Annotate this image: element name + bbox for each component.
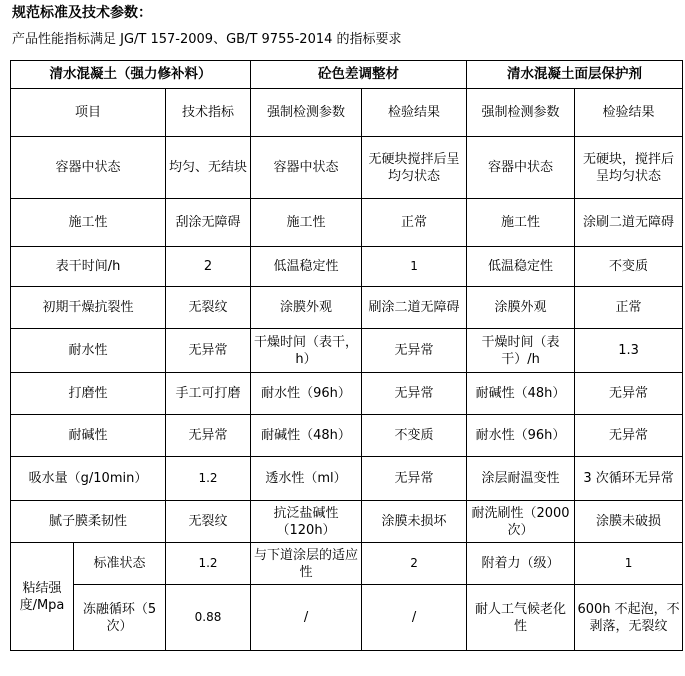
column-header: 强制检测参数: [467, 89, 575, 137]
cell: 附着力（级）: [467, 543, 575, 585]
cell: 正常: [362, 199, 467, 247]
cell: 透水性（ml）: [251, 457, 362, 501]
cell: 施工性: [11, 199, 166, 247]
cell: 施工性: [467, 199, 575, 247]
cell: 2: [362, 543, 467, 585]
cell: 初期干燥抗裂性: [11, 287, 166, 329]
cell: 2: [166, 247, 251, 287]
cell: 吸水量（g/10min）: [11, 457, 166, 501]
cell: 耐碱性（48h）: [251, 415, 362, 457]
cell: 冻融循环（5 次）: [74, 585, 166, 651]
cell: 耐水性（96h）: [251, 373, 362, 415]
cell: 腻子膜柔韧性: [11, 501, 166, 543]
table-row: [11, 415, 683, 457]
cell: 容器中状态: [11, 137, 166, 199]
cell: 干燥时间（表干）/h: [467, 329, 575, 373]
cell: 耐碱性: [11, 415, 166, 457]
cell: 抗泛盐碱性（120h）: [251, 501, 362, 543]
cell: 无异常: [362, 457, 467, 501]
table-row: [11, 501, 683, 543]
cell: 低温稳定性: [251, 247, 362, 287]
group-header-color-adjust: 砼色差调整材: [251, 61, 467, 89]
cell: 无异常: [166, 415, 251, 457]
cell: 无异常: [362, 329, 467, 373]
cell: 均匀、无结块: [166, 137, 251, 199]
cell: 施工性: [251, 199, 362, 247]
cell: 600h 不起泡，不剥落，无裂纹: [575, 585, 683, 651]
cell: 不变质: [362, 415, 467, 457]
cell: 容器中状态: [467, 137, 575, 199]
cell: 刷涂二道无障碍: [362, 287, 467, 329]
column-header: 项目: [11, 89, 166, 137]
cell: 打磨性: [11, 373, 166, 415]
cell: 无异常: [575, 373, 683, 415]
cell: 无裂纹: [166, 287, 251, 329]
cell: 无异常: [362, 373, 467, 415]
cell: 涂膜外观: [251, 287, 362, 329]
cell: 与下道涂层的适应性: [251, 543, 362, 585]
cell: 耐碱性（48h）: [467, 373, 575, 415]
cell: 手工可打磨: [166, 373, 251, 415]
cell: 容器中状态: [251, 137, 362, 199]
cell: 干燥时间（表干，h）: [251, 329, 362, 373]
cell: 表干时间/h: [11, 247, 166, 287]
group-header-protector: 清水混凝土面层保护剂: [467, 61, 683, 89]
cell: 耐洗刷性（2000 次）: [467, 501, 575, 543]
cell: 涂膜外观: [467, 287, 575, 329]
table-row: [11, 137, 683, 199]
cell: 1: [362, 247, 467, 287]
section-heading: 规范标准及技术参数：: [12, 5, 152, 21]
table-row: [11, 287, 683, 329]
cell: /: [251, 585, 362, 651]
table-row: [11, 329, 683, 373]
cell: 低温稳定性: [467, 247, 575, 287]
cell: 3 次循环无异常: [575, 457, 683, 501]
cell: 涂刷二道无障碍: [575, 199, 683, 247]
group-header-repair: 清水混凝土（强力修补料）: [11, 61, 251, 89]
cell: 不变质: [575, 247, 683, 287]
column-header: 检验结果: [362, 89, 467, 137]
standards-line: 产品性能指标满足 JG/T 157-2009、GB/T 9755-2014 的指标要求: [12, 32, 402, 47]
cell: 1.2: [166, 543, 251, 585]
cell: 正常: [575, 287, 683, 329]
cell: 1.3: [575, 329, 683, 373]
column-header: 强制检测参数: [251, 89, 362, 137]
cell: /: [362, 585, 467, 651]
column-header: 检验结果: [575, 89, 683, 137]
cell: 耐人工气候老化性: [467, 585, 575, 651]
table-row: [11, 585, 683, 651]
table-row: [11, 373, 683, 415]
table-row: [11, 543, 683, 585]
spec-table: [10, 60, 683, 651]
cell: 刮涂无障碍: [166, 199, 251, 247]
table-row: [11, 457, 683, 501]
cell: 无硬块，搅拌后呈均匀状态: [575, 137, 683, 199]
table-row: [11, 199, 683, 247]
cell: 无裂纹: [166, 501, 251, 543]
column-header: 技术指标: [166, 89, 251, 137]
cell: 涂膜未破损: [575, 501, 683, 543]
cell: 1.2: [166, 457, 251, 501]
bond-strength-label: 粘结强度/Mpa: [11, 543, 74, 651]
cell: 0.88: [166, 585, 251, 651]
cell: 耐水性（96h）: [467, 415, 575, 457]
cell: 涂层耐温变性: [467, 457, 575, 501]
cell: 涂膜未损坏: [362, 501, 467, 543]
table-row: [11, 247, 683, 287]
cell: 耐水性: [11, 329, 166, 373]
cell: 无异常: [575, 415, 683, 457]
cell: 无硬块搅拌后呈均匀状态: [362, 137, 467, 199]
cell: 1: [575, 543, 683, 585]
cell: 无异常: [166, 329, 251, 373]
cell: 标准状态: [74, 543, 166, 585]
